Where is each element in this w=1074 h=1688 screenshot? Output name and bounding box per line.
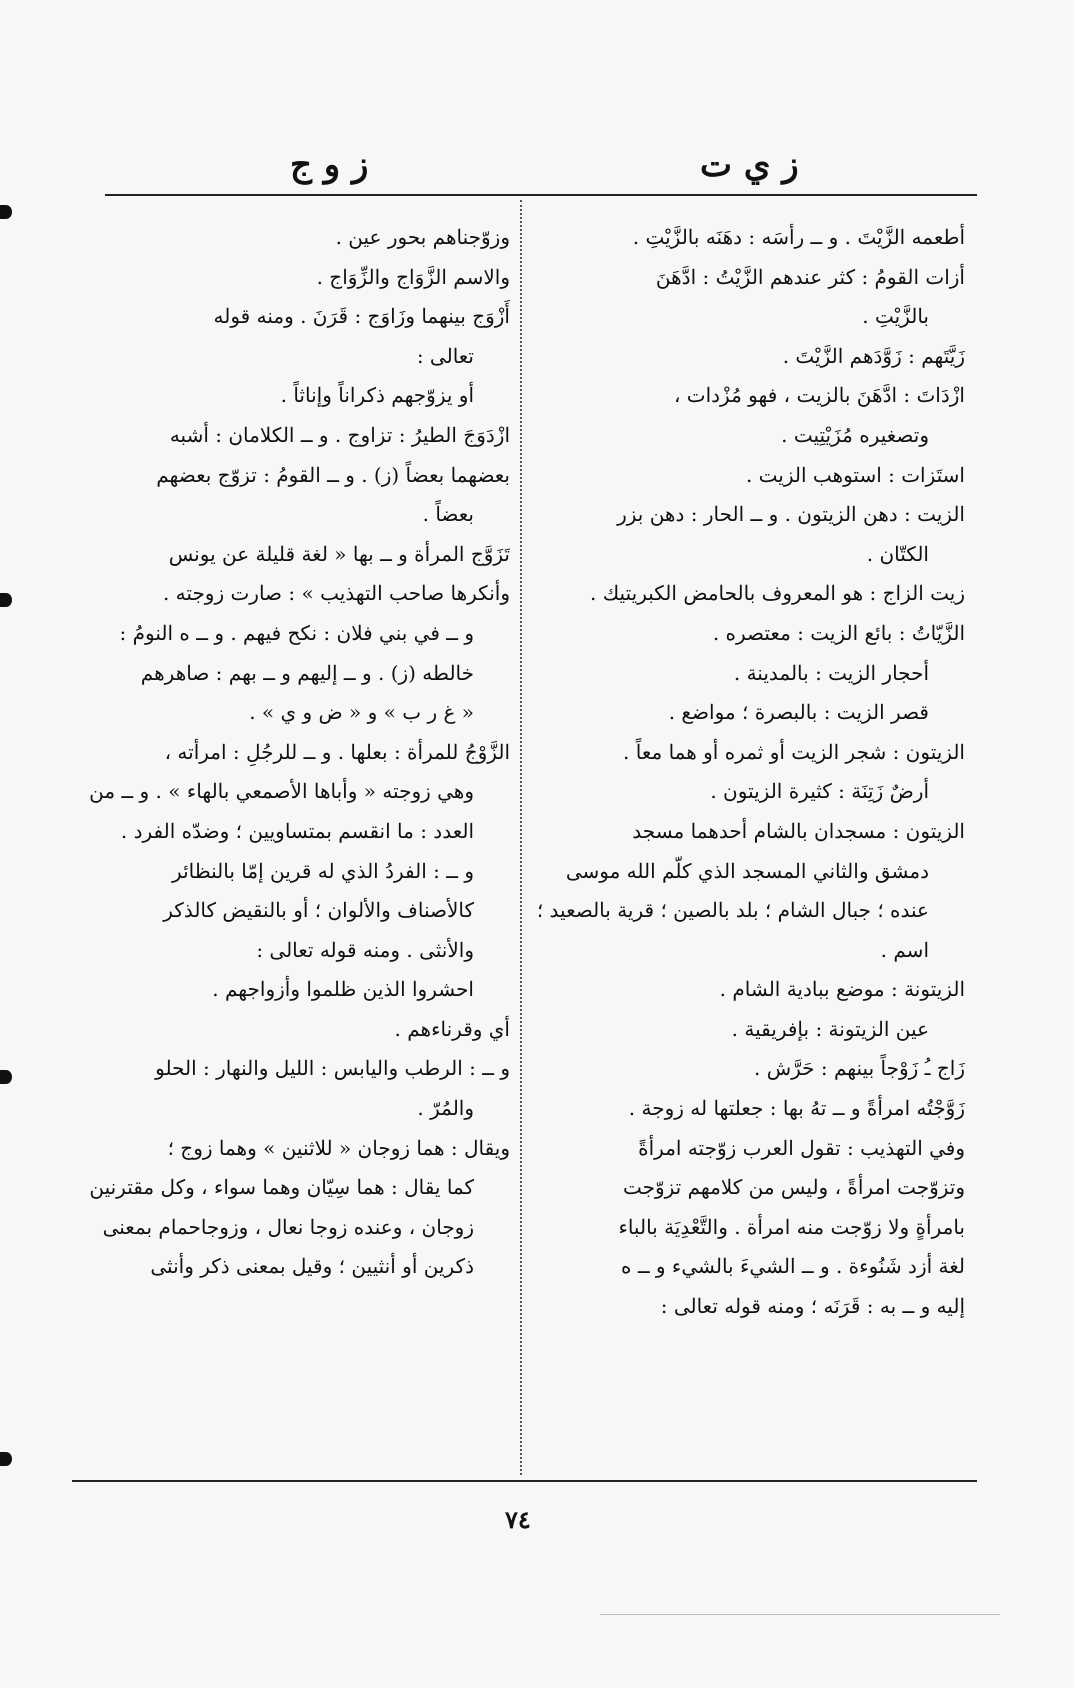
- scan-edge-line: [600, 1614, 1000, 1615]
- right-column: [535, 218, 965, 1327]
- binding-mark: [0, 205, 12, 219]
- text-line: بعضهما بعضاً (ز) . و ــ القومُ : تزوّج بعضهم: [156, 462, 510, 487]
- text-line: ذكرين أو أنثيين ؛ وقيل بمعنى ذكر وأنثى: [150, 1254, 474, 1279]
- text-line: أرضٌ زَتِنَة : كثيرة الزيتون .: [710, 779, 929, 804]
- text-line: والاسم الزَّوَاج والزِّوَاج .: [316, 264, 510, 289]
- footer-rule: [72, 1480, 977, 1482]
- text-line: أَزْوَج بينهما وزَاوَج : قَرَنَ . ومنه قوله: [213, 304, 510, 329]
- text-line: الزَّوْجُ للمرأة : بعلها . و ــ للرجُلِ : امرأته ،: [164, 739, 510, 764]
- text-line: ازْدَاتَ : ادَّهَنَ بالزيت ، فهو مُزْدات ،: [673, 383, 965, 408]
- text-line: وتزوّجت امرأةً ، وليس من كلامهم تزوّجت: [622, 1175, 965, 1200]
- left-column: [70, 218, 510, 1287]
- text-line: إليه و ــ به : قَرَنَه ؛ ومنه قوله تعالى :: [660, 1294, 965, 1319]
- text-line: تعالى :: [416, 343, 474, 368]
- header-rule: [105, 194, 977, 196]
- text-line: احشروا الذين ظلموا وأزواجهم .: [212, 977, 474, 1002]
- text-line: كالأصناف والألوان ؛ أو بالنقيض كالذكر: [163, 898, 474, 923]
- text-line: زَيَّتَهم : زَوَّدَهم الزَّيْتَ .: [782, 343, 965, 368]
- text-line: الزيتون : مسجدان بالشام أحدهما مسجد: [632, 818, 965, 843]
- text-line: كما يقال : هما سِيّان وهما سواء ، وكل مقترنين: [89, 1175, 474, 1200]
- text-line: زَوَّجْتُه امرأةً و ــ تهُ بها : جعلتها له زوجة .: [628, 1096, 965, 1121]
- text-line: لغة أزد شَنُوءة . و ــ الشيءَ بالشيء و ــ ه: [621, 1254, 965, 1279]
- text-line: ويقال : هما زوجان « للاثنين » وهما زوج ؛: [167, 1135, 510, 1160]
- text-line: قصر الزيت : بالبصرة ؛ مواضع .: [668, 700, 929, 725]
- text-line: اسم .: [880, 937, 929, 962]
- text-line: بالزَّيْتِ .: [862, 304, 929, 329]
- text-line: و ــ : الفردُ الذي له قرين إمّا بالنظائر: [172, 858, 474, 883]
- text-line: زَاج ـُ زَوْجاً بينهم : حَرَّش .: [754, 1056, 965, 1081]
- text-line: الزيتونة : موضع ببادية الشام .: [719, 977, 965, 1002]
- page-number: ٧٤: [505, 1505, 531, 1534]
- left-column-root-heading: ز و ج: [290, 145, 369, 185]
- text-line: وأنكرها صاحب التهذيب » : صارت زوجته .: [162, 581, 510, 606]
- text-line: وتصغيره مُزَيْتِيت .: [781, 422, 929, 447]
- text-line: زوجان ، وعنده زوجا نعال ، وزوجاحمام بمعنى: [102, 1214, 474, 1239]
- text-line: الزَّيّاتُ : بائع الزيت : معتصره .: [712, 620, 965, 645]
- text-line: و ــ في بني فلان : نكح فيهم . و ــ ه النومُ :: [119, 620, 474, 645]
- text-line: بعضاً .: [422, 502, 474, 527]
- text-line: عين الزيتونة : بإفريقية .: [731, 1016, 929, 1041]
- text-line: وفي التهذيب : تقول العرب زوّجته امرأةً: [638, 1135, 965, 1160]
- text-line: أطعمه الزَّيْتَ . و ــ رأسَه : دهَنَه بالزَّيْتِ .: [632, 225, 965, 249]
- binding-mark: [0, 1452, 12, 1466]
- text-line: بامرأةٍ ولا زوّجت منه امرأة . والتَّعْدِيَة بالباء: [618, 1214, 965, 1239]
- text-line: استَزات : استوهب الزيت .: [745, 462, 965, 487]
- binding-mark: [0, 1070, 12, 1084]
- text-line: تَزَوَّج المرأة و ــ بها « لغة قليلة عن يونس: [168, 541, 510, 566]
- text-line: زيت الزاج : هو المعروف بالحامض الكبريتيك .: [589, 581, 965, 606]
- text-line: الزيت : دهن الزيتون . و ــ الحار : دهن بزر: [617, 502, 965, 527]
- text-line: أو يزوّجهم ذكراناً وإناثاً .: [280, 383, 474, 408]
- binding-mark: [0, 593, 12, 607]
- text-line: و ــ : الرطب واليابس : الليل والنهار : الحلو: [155, 1056, 510, 1081]
- text-line: أزات القومُ : كثر عندهم الزَّيْتُ : ادَّهَنَ: [655, 264, 965, 289]
- text-line: ازْدَوَجَ الطيرُ : تزاوج . و ــ الكلامان : أشبه: [169, 422, 510, 447]
- text-line: والأنثى . ومنه قوله تعالى :: [256, 937, 474, 962]
- text-line: « غ ر ب » و « ض و ي » .: [249, 700, 474, 725]
- text-line: العدد : ما انقسم بمتساويين ؛ وضدّه الفرد .: [120, 818, 474, 843]
- text-line: أحجار الزيت : بالمدينة .: [733, 660, 929, 685]
- text-line: وهي زوجته « وأباها الأصمعي بالهاء » . و ــ من: [89, 779, 474, 804]
- right-column-root-heading: ز ي ت: [700, 145, 799, 185]
- text-line: عنده ؛ جبال الشام ؛ بلد بالصين ؛ قرية بالصعيد ؛: [536, 898, 929, 923]
- text-line: الكتّان .: [866, 541, 929, 566]
- text-line: والمُرّ .: [417, 1096, 474, 1121]
- text-line: الزيتون : شجر الزيت أو ثمره أو هما معاً .: [623, 739, 965, 764]
- text-line: أي وقرناءهم .: [394, 1016, 510, 1041]
- text-line: خالطه (ز) . و ــ إليهم و ــ بهم : صاهرهم: [140, 660, 474, 685]
- text-line: وزوّجناهم بحور عين .: [335, 225, 510, 249]
- column-divider: [520, 200, 522, 1475]
- text-line: دمشق والثاني المسجد الذي كلّم الله موسى: [565, 858, 929, 883]
